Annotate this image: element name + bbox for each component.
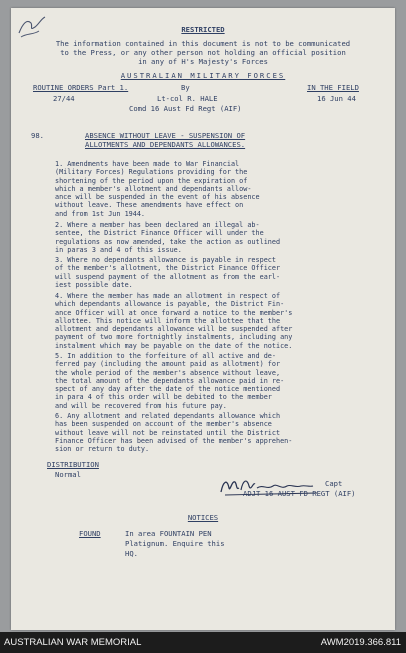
- force-heading: AUSTRALIAN MILITARY FORCES: [120, 71, 286, 80]
- paragraph-line: 4. Where the member has made an allotment in respect of: [55, 292, 281, 300]
- paragraph-line: iest possible date.: [55, 280, 133, 289]
- paragraph-line: shortening of the period upon the expiration of: [55, 176, 248, 185]
- paragraph-line: 6. Any allotment and related dependants allowance which: [55, 412, 281, 420]
- paragraph-line: ferred pay (including the amount paid as allotment) for: [55, 360, 281, 369]
- paragraph-2: [55, 221, 367, 254]
- found-line-2: Platignum. Enquire this: [125, 539, 225, 548]
- paragraph-line: ance Officer will at once forward a notice to the member's: [55, 308, 293, 317]
- paragraph-line: has been suspended on account of the member's absence: [55, 420, 272, 429]
- warning-line-2: to the Press, or any other person not holding an official position: [60, 48, 346, 57]
- paragraph-line: and will be recovered from his future pay.: [55, 401, 227, 410]
- classification-label: RESTRICTED: [181, 25, 225, 34]
- paragraph-line: instalment which may be payable on the date of the notice.: [55, 341, 293, 350]
- orders-by: By: [181, 83, 190, 92]
- paragraph-line: (Military Forces) Regulations providing for the: [55, 168, 248, 177]
- paragraph-line: of the member's allotment, the District Finance Officer: [55, 264, 281, 273]
- found-label: FOUND: [79, 529, 101, 538]
- paragraph-line: payment of two more fortnightly instalments, including any: [55, 333, 293, 342]
- paragraph-line: sion or return to duty.: [55, 445, 150, 453]
- footer-bar: [0, 632, 406, 653]
- orders-date: 16 Jun 44: [317, 94, 356, 103]
- paragraph-line: sentee, the District Finance Officer will under the: [55, 229, 264, 238]
- warning-line-3: in any of H's Majesty's Forces: [138, 57, 268, 66]
- paragraph-line: and from 1st Jun 1944.: [55, 209, 146, 218]
- paragraph-line: will suspend payment of the allotment as from the earl-: [55, 272, 281, 281]
- paragraph-line: in paras 3 and 4 of this issue.: [55, 245, 182, 254]
- paragraph-line: Finance Officer has been advised of the member's apprehen-: [55, 436, 293, 445]
- paragraph-line: the whole period of the member's absence without leave,: [55, 368, 281, 377]
- paragraph-line: without leave will not be reinstated until the District: [55, 428, 281, 437]
- item-heading-line-2: ALLOTMENTS AND DEPENDANTS ALLOWANCES.: [85, 140, 246, 149]
- signature-unit: ADJT 16 AUST FD REGT (AIF): [243, 489, 356, 498]
- item-heading-line-1: ABSENCE WITHOUT LEAVE - SUSPENSION OF: [85, 131, 246, 140]
- found-line-3: HQ.: [125, 549, 138, 558]
- found-line-1: In area FOUNTAIN PEN: [125, 529, 212, 538]
- paragraph-line: without leave. These amendments have effect on: [55, 201, 244, 210]
- footer-accession-number: AWM2019.366.811: [320, 637, 401, 648]
- paragraph-line: in para 4 of this order will be debited to the member: [55, 393, 272, 402]
- paragraph-1: [55, 160, 367, 218]
- distribution-value: Normal: [55, 470, 81, 479]
- paragraph-line: which a member's allotment and dependants allow-: [55, 184, 252, 193]
- orders-number: 27/44: [53, 94, 75, 103]
- paragraph-line: 3. Where no dependants allowance is payable in respect: [55, 256, 276, 264]
- paragraph-5: [55, 352, 367, 410]
- item-number: 98.: [31, 131, 44, 140]
- orders-command: Comd 16 Aust Fd Regt (AIF): [129, 104, 242, 113]
- paragraph-line: the total amount of the dependants allowance paid in re-: [55, 376, 285, 385]
- paragraph-line: which dependants allowance is payable, the District Fin-: [55, 300, 285, 309]
- signature-rank: Capt: [325, 479, 343, 488]
- paragraph-line: regulations as now amended, take the action as outlined: [55, 237, 281, 246]
- notices-heading: NOTICES: [187, 513, 219, 522]
- paragraph-3: [55, 256, 367, 289]
- footer-institution: AUSTRALIAN WAR MEMORIAL: [4, 637, 142, 648]
- paragraph-line: spect of any day after the date of the notice mentioned: [55, 385, 281, 393]
- paragraph-6: [55, 412, 367, 453]
- paragraph-line: 5. In addition to the forfeiture of all active and de-: [55, 352, 276, 360]
- document-page: [11, 8, 395, 630]
- orders-title: ROUTINE ORDERS Part 1.: [33, 83, 129, 92]
- paragraph-line: allotment and dependants allowance will be suspended after: [55, 325, 293, 333]
- distribution-label: DISTRIBUTION: [47, 460, 99, 469]
- paragraph-line: 1. Amendments have been made to War Financial: [55, 160, 240, 168]
- paragraph-line: ance will be suspended in the event of his absence: [55, 193, 260, 201]
- paragraph-4: [55, 292, 367, 350]
- orders-location: IN THE FIELD: [307, 83, 359, 92]
- warning-line-1: The information contained in this document is not to be communicated: [55, 39, 351, 48]
- paragraph-line: allottee. This notice will inform the allottee that the: [55, 316, 281, 325]
- orders-officer: Lt-col R. HALE: [157, 94, 218, 103]
- paragraph-line: 2. Where a member has been declared an illegal ab-: [55, 221, 260, 229]
